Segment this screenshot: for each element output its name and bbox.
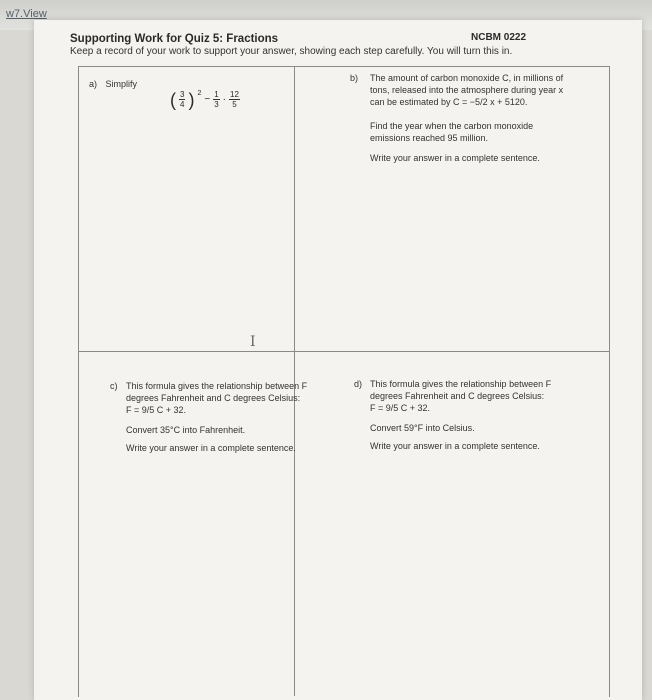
page-subtitle: Keep a record of your work to support your answer, showing each step carefully. You will turn this in. [70,46,513,57]
question-c-formula: F = 9/5 C + 32. [126,405,187,415]
fraction-two-numerator: 12 [230,90,239,99]
question-d-formula: F = 9/5 C + 32. [370,403,431,413]
fraction-two-denominator: 5 [232,100,237,109]
question-b-line1: The amount of carbon monoxide C, in millions of [370,73,564,83]
multiply-dot: · [222,94,226,105]
grid-horizontal-divider [78,351,609,352]
question-c-label: c) [110,381,118,391]
fraction-two [229,90,240,109]
question-a-prompt: Simplify [105,79,138,89]
base-fraction [179,90,185,109]
right-paren: ) [188,89,195,110]
question-d-label: d) [354,379,363,389]
question-d-body [370,378,620,452]
course-code: NCBM 0222 [471,32,527,43]
question-d-line4: Write your answer in a complete sentence. [370,441,540,451]
question-b-line6: Write your answer in a complete sentence. [370,153,540,163]
minus-sign: − [204,94,211,105]
base-numerator: 3 [180,90,185,99]
page-title: Supporting Work for Quiz 5: Fractions [70,33,279,45]
question-c-line3: Convert 35°C into Fahrenheit. [126,425,246,435]
base-denominator: 4 [180,100,185,109]
question-b-line3: can be estimated by C = −5/2 x + 5120. [370,97,528,107]
question-c-line4: Write your answer in a complete sentence. [126,443,296,453]
question-d-line3: Convert 59°F into Celsius. [370,423,475,433]
fraction-one [213,90,219,109]
fraction-one-numerator: 1 [214,90,219,99]
left-paren: ( [170,89,176,110]
question-b-label: b) [350,73,359,83]
question-b-line2: tons, released into the atmosphere during year x [370,85,564,95]
question-a-header [89,78,137,90]
exponent: 2 [197,90,202,97]
question-b-body [370,72,620,164]
question-c-line1: This formula gives the relationship between F [126,381,308,391]
worksheet-page [34,20,642,700]
question-c-line2: degrees Fahrenheit and C degrees Celsius: [126,393,301,403]
question-b-line4: Find the year when the carbon monoxide [370,121,534,131]
question-c-body [126,380,316,454]
fraction-one-denominator: 3 [214,100,219,109]
question-d-line1: This formula gives the relationship between F [370,379,552,389]
question-a-expression [170,90,240,109]
view-menu-link[interactable]: w7.View [6,8,47,20]
question-d-line2: degrees Fahrenheit and C degrees Celsius: [370,391,545,401]
question-b-line5: emissions reached 95 million. [370,133,489,143]
question-a-label: a) [89,79,98,89]
text-cursor-icon: I [250,334,256,350]
